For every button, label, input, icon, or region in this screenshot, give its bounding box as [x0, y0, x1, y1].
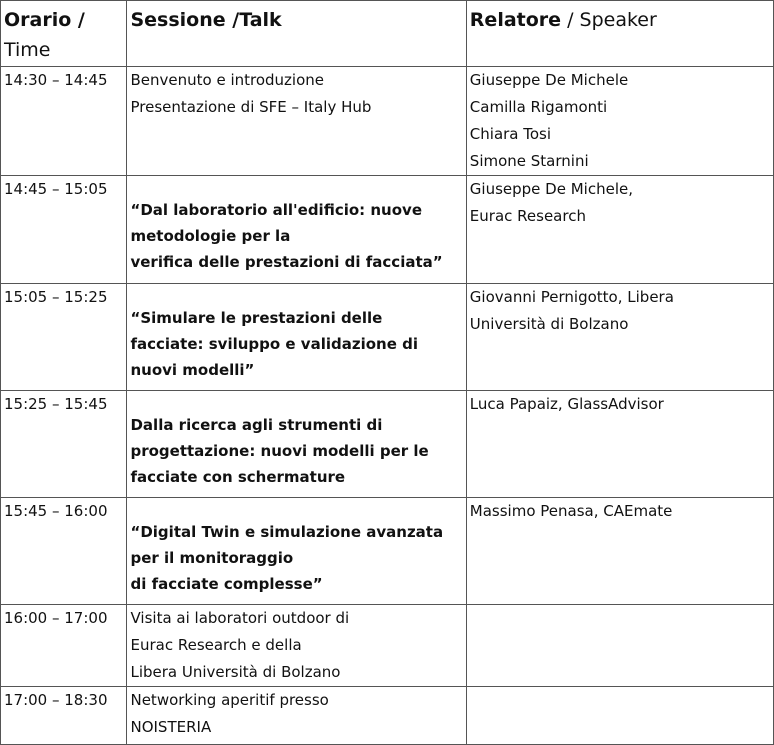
session-cell [127, 391, 466, 498]
header-time-label: Orario / [4, 9, 85, 31]
time-cell: 17:00 – 18:30 [1, 687, 127, 745]
table-row [1, 284, 774, 391]
table-row [1, 391, 774, 498]
session-line: metodologie per la [130, 227, 291, 245]
time-cell: 14:45 – 15:05 [1, 176, 127, 284]
time-cell: 15:45 – 16:00 [1, 498, 127, 605]
header-session [127, 1, 466, 67]
session-line: NOISTERIA [130, 718, 212, 736]
session-cell [127, 176, 466, 284]
speaker-cell [466, 687, 773, 745]
speaker-line: Chiara Tosi [469, 125, 552, 143]
speaker-line: Simone Starnini [469, 152, 589, 170]
table-row [1, 498, 774, 605]
speaker-line: Camilla Rigamonti [469, 98, 608, 116]
speaker-cell [466, 176, 773, 284]
session-line: Benvenuto e introduzione [130, 71, 325, 89]
speaker-line: Giovanni Pernigotto, Libera [469, 288, 674, 306]
speaker-cell [466, 67, 773, 176]
speaker-line: Giuseppe De Michele, [469, 180, 633, 198]
session-cell [127, 284, 466, 391]
table-row [1, 176, 774, 284]
speaker-line: Giuseppe De Michele [469, 71, 629, 89]
speaker-line: Luca Papaiz, GlassAdvisor [469, 395, 664, 413]
header-speaker-english: / Speaker [561, 9, 657, 31]
session-cell [127, 498, 466, 605]
session-line: “Digital Twin e simulazione avanzata [130, 523, 444, 541]
table-row [1, 67, 774, 176]
session-cell [127, 605, 466, 687]
speaker-cell [466, 605, 773, 687]
header-row [1, 1, 774, 67]
speaker-cell [466, 391, 773, 498]
session-line: progettazione: nuovi modelli per le [130, 442, 429, 460]
session-line: Presentazione di SFE – Italy Hub [130, 98, 372, 116]
session-line: Eurac Research e della [130, 636, 302, 654]
speaker-line: Massimo Penasa, CAEmate [469, 502, 673, 520]
session-line: Libera Università di Bolzano [130, 663, 341, 681]
session-line: “Dal laboratorio all'edificio: nuove [130, 201, 422, 219]
speaker-line: Eurac Research [469, 207, 586, 225]
session-line: per il monitoraggio [130, 549, 294, 567]
speaker-line: Università di Bolzano [469, 315, 629, 333]
time-cell: 15:25 – 15:45 [1, 391, 127, 498]
session-line: verifica delle prestazioni di facciata” [130, 253, 443, 271]
speaker-cell [466, 498, 773, 605]
time-cell: 16:00 – 17:00 [1, 605, 127, 687]
table-row [1, 605, 774, 687]
session-line: nuovi modelli” [130, 361, 255, 379]
session-line: di facciate complesse” [130, 575, 323, 593]
session-line: facciate: sviluppo e validazione di [130, 335, 418, 353]
session-line: Visita ai laboratori outdoor di [130, 609, 350, 627]
session-line: Dalla ricerca agli strumenti di [130, 416, 383, 434]
header-time-english: Time [4, 39, 51, 61]
session-cell [127, 67, 466, 176]
session-line: facciate con schermature [130, 468, 346, 486]
table-row [1, 687, 774, 745]
header-time [1, 1, 127, 67]
header-speaker-label: Relatore [469, 9, 562, 31]
time-cell: 14:30 – 14:45 [1, 67, 127, 176]
header-session-label: Sessione /Talk [130, 9, 282, 31]
session-line: “Simulare le prestazioni delle [130, 309, 383, 327]
speaker-cell [466, 284, 773, 391]
session-line: Networking aperitif presso [130, 691, 329, 709]
time-cell: 15:05 – 15:25 [1, 284, 127, 391]
session-cell [127, 687, 466, 745]
header-speaker [466, 1, 773, 67]
